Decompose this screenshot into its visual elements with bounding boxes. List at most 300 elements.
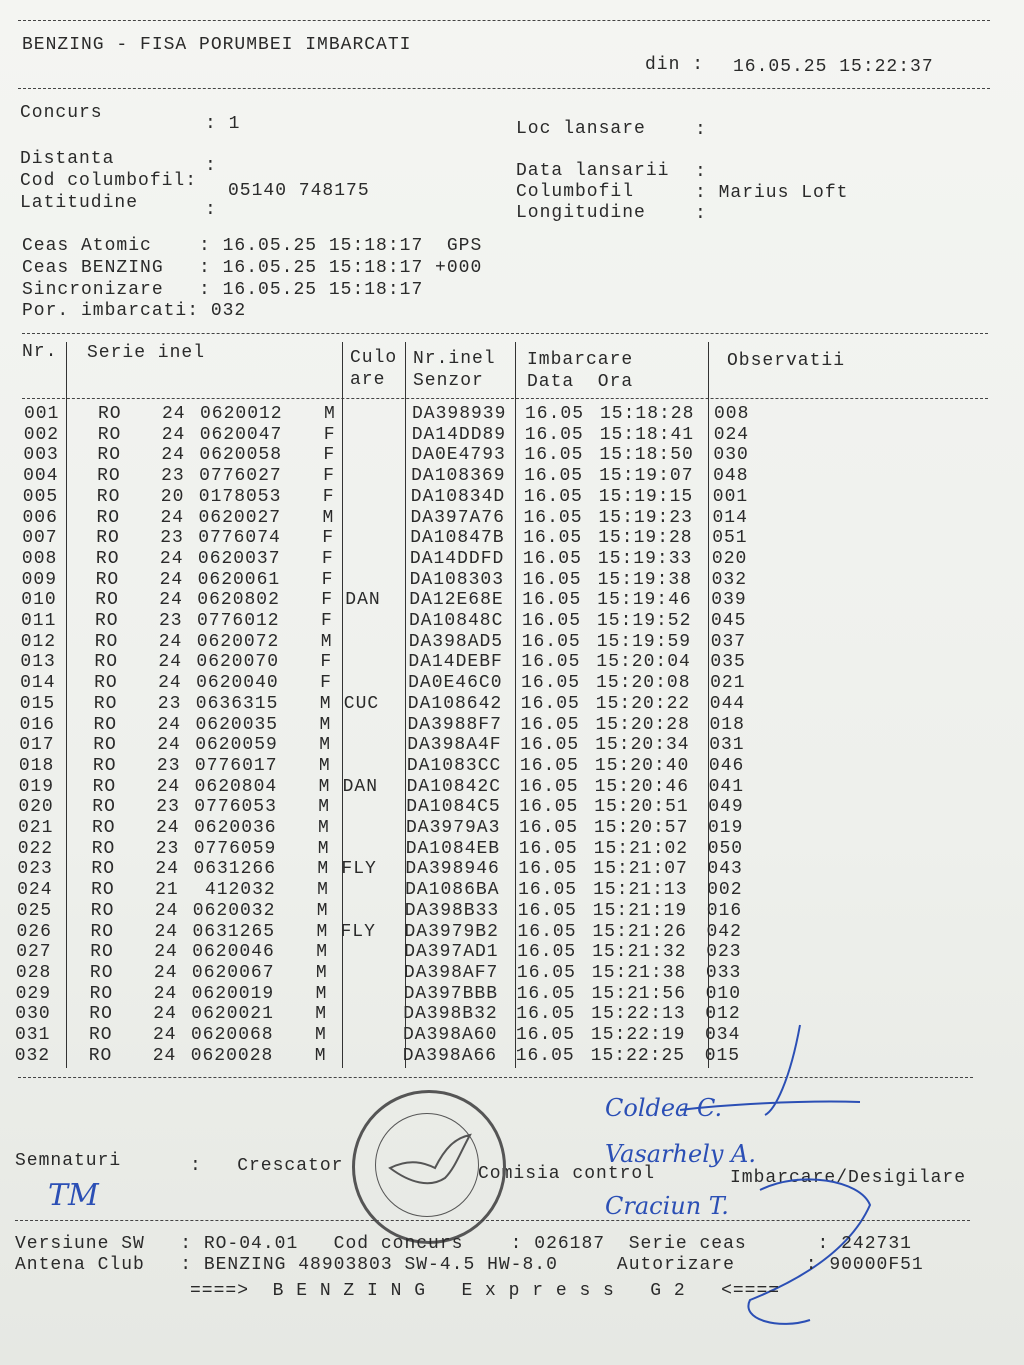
cell-ring: 0776027: [199, 466, 282, 487]
cell-sensor: DA3979B2: [404, 921, 499, 942]
cell-year: 23: [160, 528, 184, 549]
cell-country: RO: [89, 1025, 113, 1045]
cell-year: 24: [158, 652, 182, 673]
table-row: [0, 902, 1024, 923]
table-row: [0, 840, 1024, 861]
cell-country: RO: [91, 859, 115, 880]
cell-sensor: DA10847B: [410, 528, 505, 549]
cell-ring: 0620032: [192, 900, 276, 921]
cell-sex: F: [321, 611, 333, 631]
cell-country: RO: [94, 652, 118, 673]
cell-time: 15:21:13: [593, 880, 688, 901]
cell-country: RO: [94, 631, 119, 652]
table-row: [0, 798, 1024, 819]
cell-time: 15:22:13: [591, 1004, 686, 1025]
cell-ring: 0620037: [197, 548, 281, 569]
table-row: [0, 653, 1024, 674]
cell-sensor: DA10848C: [409, 611, 504, 631]
cell-country: RO: [91, 838, 116, 859]
table-row: [0, 509, 1024, 530]
cell-nr: 030: [15, 1004, 51, 1025]
table-row: [0, 736, 1024, 757]
cell-obs: 010: [705, 983, 741, 1004]
table-row: [0, 778, 1024, 799]
cell-date: 16.05: [522, 611, 582, 631]
cell-ring: 0178053: [198, 486, 282, 507]
cell-nr: 004: [23, 466, 59, 487]
cell-ring: 0620040: [196, 673, 279, 694]
cell-nr: 014: [20, 673, 56, 694]
cell-sex: M: [315, 983, 328, 1004]
table-row: [0, 426, 1024, 447]
cell-sex: F: [322, 486, 335, 507]
cell-sex: F: [321, 569, 334, 590]
cell-nr: 031: [15, 1025, 51, 1045]
cell-date: 16.05: [517, 921, 577, 942]
cell-color: FLY: [340, 921, 376, 942]
cell-sex: M: [320, 631, 333, 652]
cell-year: 24: [153, 1025, 177, 1045]
cell-sensor: DA10834D: [410, 486, 506, 507]
cell-year: 24: [155, 859, 179, 880]
cell-date: 16.05: [515, 1045, 575, 1066]
cell-sensor: DA3988F7: [407, 714, 502, 735]
cell-time: 15:20:08: [596, 673, 691, 694]
cell-obs: 031: [709, 735, 745, 756]
cell-time: 15:19:23: [598, 507, 693, 528]
cell-year: 23: [161, 466, 185, 487]
cell-sex: M: [315, 1025, 327, 1045]
cell-sex: M: [316, 900, 329, 921]
cell-nr: 020: [18, 797, 54, 818]
cell-sensor: DA398939: [412, 404, 507, 424]
cell-obs: 019: [708, 818, 744, 838]
cell-country: RO: [90, 921, 115, 942]
cell-time: 15:21:56: [591, 983, 687, 1004]
latitudine-label: Latitudine: [20, 193, 139, 213]
col-header-serie: Serie inel: [87, 343, 206, 363]
cell-ring: 0620067: [191, 962, 275, 983]
cell-sex: M: [315, 1004, 328, 1025]
cell-nr: 005: [22, 486, 59, 507]
col-header-observatii: Observatii: [727, 351, 846, 371]
cell-year: 24: [160, 507, 185, 528]
cell-year: 24: [157, 714, 182, 735]
cell-country: RO: [91, 880, 115, 901]
cell-sex: M: [319, 693, 332, 714]
cell-obs: 051: [712, 528, 748, 549]
cell-nr: 021: [18, 818, 54, 838]
cell-year: 24: [152, 1045, 177, 1066]
cell-sex: M: [318, 797, 331, 818]
cell-sensor: DA14DEBF: [408, 652, 503, 673]
cell-sex: M: [322, 507, 335, 528]
cell-country: RO: [88, 1045, 113, 1066]
cell-time: 15:20:46: [594, 776, 690, 797]
cell-ring: 0620019: [191, 983, 275, 1004]
comisia-label: Comisia control: [478, 1164, 656, 1184]
cell-time: 15:20:22: [595, 693, 691, 714]
cell-sensor: DA398B33: [404, 900, 500, 921]
cell-date: 16.05: [524, 424, 584, 445]
distanta-label: Distanta: [20, 149, 115, 169]
cell-sex: M: [324, 404, 336, 424]
cell-sensor: DA14DDFD: [409, 548, 505, 569]
cell-date: 16.05: [523, 486, 583, 507]
cell-nr: 013: [20, 652, 56, 673]
cell-country: RO: [96, 507, 121, 528]
table-row: [0, 467, 1024, 488]
express-banner: ====> B E N Z I N G E x p r e s s G 2 <====: [190, 1281, 781, 1301]
cell-country: RO: [92, 755, 117, 776]
cell-date: 16.05: [517, 900, 577, 921]
cell-country: RO: [97, 466, 121, 487]
cell-year: 24: [156, 776, 181, 797]
cell-date: 16.05: [523, 507, 583, 528]
cell-year: 23: [156, 797, 180, 818]
cell-obs: 002: [707, 880, 743, 901]
longitudine-value: :: [695, 204, 707, 224]
cell-obs: 014: [712, 507, 748, 528]
cell-date: 16.05: [519, 755, 579, 776]
cell-year: 23: [155, 838, 180, 859]
cell-date: 16.05: [522, 569, 582, 590]
cell-time: 15:19:07: [599, 466, 694, 487]
cell-country: RO: [95, 590, 119, 611]
dove-icon: [385, 1133, 475, 1193]
cell-time: 15:18:50: [599, 445, 694, 466]
cell-date: 16.05: [519, 776, 579, 797]
cell-sensor: DA108642: [407, 693, 503, 714]
cell-date: 16.05: [520, 693, 580, 714]
cell-time: 15:21:38: [591, 962, 687, 983]
cell-sensor: DA398AF7: [403, 962, 499, 983]
cell-ring: 0620021: [191, 1004, 274, 1025]
cell-time: 15:22:25: [590, 1045, 686, 1066]
cell-nr: 001: [24, 404, 60, 424]
table-row: [0, 591, 1024, 612]
ceas-benzing: Ceas BENZING : 16.05.25 15:18:17 +000: [22, 258, 483, 278]
ceas-atomic: Ceas Atomic : 16.05.25 15:18:17 GPS: [22, 236, 483, 256]
cell-ring: 0620068: [191, 1025, 274, 1045]
cell-country: RO: [96, 528, 120, 549]
imbarcare-label: Imbarcare/Desigilare: [730, 1168, 967, 1188]
signature-craciun: Craciun T.: [605, 1192, 729, 1220]
cell-year: 24: [154, 900, 179, 921]
cell-sensor: DA14DD89: [411, 424, 507, 445]
cell-ring: 0636315: [195, 693, 279, 714]
cell-nr: 012: [20, 631, 57, 652]
cell-obs: 041: [708, 776, 744, 797]
cell-year: 24: [157, 735, 181, 756]
cell-nr: 026: [16, 921, 52, 942]
cell-country: RO: [97, 424, 122, 445]
data-lansarii-value: :: [695, 162, 707, 182]
cell-sex: M: [318, 776, 331, 797]
cell-nr: 016: [19, 714, 55, 735]
cell-year: 24: [161, 424, 186, 445]
columbofil-label: Columbofil: [516, 182, 635, 202]
cell-obs: 021: [710, 673, 746, 694]
cell-sensor: DA1086BA: [405, 880, 500, 901]
cell-nr: 023: [17, 859, 53, 880]
cell-nr: 027: [16, 942, 52, 963]
cell-nr: 008: [21, 548, 58, 569]
cell-obs: 042: [706, 921, 742, 942]
signature-vasarhely: Vasarhely A.: [605, 1140, 757, 1168]
loc-lansare-label: Loc lansare: [516, 119, 646, 139]
cell-year: 23: [156, 755, 181, 776]
cell-country: RO: [95, 548, 120, 569]
cell-ring: 0776017: [194, 755, 278, 776]
cell-obs: 030: [713, 445, 749, 466]
cell-obs: 015: [704, 1045, 741, 1066]
cell-date: 16.05: [522, 548, 582, 569]
cell-time: 15:21:26: [592, 921, 687, 942]
cell-ring: 0620059: [195, 735, 278, 756]
cell-sensor: DA1083CC: [406, 755, 502, 776]
divider: [18, 88, 990, 89]
cell-date: 16.05: [518, 880, 578, 901]
table-row: [0, 985, 1024, 1006]
cell-nr: 009: [21, 569, 57, 590]
col-header-are: are: [350, 370, 386, 390]
cell-sex: F: [320, 652, 333, 673]
table-row: [0, 860, 1024, 881]
cell-year: 24: [153, 983, 178, 1004]
table-row: [0, 633, 1024, 654]
table-row: [0, 674, 1024, 695]
cell-obs: 020: [711, 548, 748, 569]
cell-ring: 0620035: [195, 714, 279, 735]
cell-date: 16.05: [522, 590, 582, 611]
cell-ring: 412032: [193, 880, 276, 901]
cell-nr: 010: [21, 590, 57, 611]
cell-nr: 028: [15, 962, 52, 983]
cell-time: 15:18:41: [599, 424, 695, 445]
cell-date: 16.05: [520, 735, 580, 756]
cell-ring: 0776059: [193, 838, 277, 859]
cell-obs: 012: [705, 1004, 741, 1025]
cell-obs: 043: [707, 859, 743, 880]
table-row: [0, 881, 1024, 902]
cell-country: RO: [90, 900, 115, 921]
cell-date: 16.05: [516, 962, 576, 983]
cell-obs: 024: [713, 424, 750, 445]
cell-nr: 018: [18, 755, 55, 776]
concurs-label: Concurs: [20, 103, 103, 123]
cell-time: 15:19:52: [597, 611, 692, 631]
cell-nr: 019: [18, 776, 54, 797]
cell-sensor: DA10842C: [406, 776, 502, 797]
cell-sex: M: [314, 1045, 327, 1066]
cell-sex: F: [321, 548, 334, 569]
col-header-nr: Nr.: [22, 342, 58, 362]
cell-ring: 0620028: [190, 1045, 274, 1066]
cell-ring: 0620036: [194, 818, 277, 838]
cell-date: 16.05: [520, 714, 580, 735]
cell-sensor: DA1084EB: [405, 838, 501, 859]
cell-year: 24: [159, 590, 183, 611]
por-imbarcati: Por. imbarcati: 032: [22, 301, 247, 321]
cell-nr: 003: [23, 445, 59, 466]
cell-year: 24: [154, 942, 178, 963]
divider: [22, 398, 988, 399]
cell-country: RO: [93, 693, 118, 714]
columbofil-value: : Marius Loft: [695, 183, 849, 203]
cell-sensor: DA108369: [411, 466, 506, 487]
table-row: [0, 550, 1024, 571]
table-row: [0, 571, 1024, 592]
cell-nr: 032: [14, 1045, 51, 1066]
cell-country: RO: [95, 569, 120, 590]
cell-date: 16.05: [521, 652, 581, 673]
concurs-value: : 1: [205, 114, 241, 134]
cell-sensor: DA3979A3: [406, 818, 501, 838]
cell-time: 15:22:19: [591, 1025, 686, 1045]
cell-sex: M: [318, 818, 330, 838]
cell-obs: 048: [713, 466, 749, 487]
cell-obs: 034: [705, 1025, 741, 1045]
cell-ring: 0620072: [196, 631, 280, 652]
table-row: [0, 757, 1024, 778]
cell-sex: F: [323, 466, 335, 487]
cell-year: 24: [161, 445, 185, 466]
cell-date: 16.05: [524, 466, 584, 487]
cell-date: 16.05: [521, 631, 581, 652]
cell-nr: 025: [16, 900, 53, 921]
cell-nr: 024: [17, 880, 53, 901]
cell-date: 16.05: [519, 797, 579, 818]
longitudine-label: Longitudine: [516, 203, 646, 223]
cell-year: 24: [153, 1004, 177, 1025]
divider: [15, 1220, 970, 1221]
cell-ring: 0776053: [194, 797, 277, 818]
cell-time: 15:19:46: [597, 590, 692, 611]
cell-sex: F: [321, 590, 334, 611]
cell-year: 24: [162, 404, 186, 424]
cell-sensor: DA398B32: [403, 1004, 498, 1025]
cell-color: DAN: [342, 776, 378, 797]
cell-ring: 0631265: [192, 921, 276, 942]
cell-sex: M: [318, 755, 331, 776]
cell-sensor: DA398AD5: [408, 631, 504, 652]
cell-ring: 0620027: [198, 507, 282, 528]
cell-sensor: DA0E4793: [411, 445, 506, 466]
loc-lansare-value: :: [695, 120, 707, 140]
cell-sensor: DA12E68E: [409, 590, 504, 611]
table-row: [0, 964, 1024, 985]
table-row: [0, 405, 1024, 426]
cell-sensor: DA397BBB: [403, 983, 499, 1004]
col-header-senzor: Senzor: [413, 371, 484, 391]
cell-country: RO: [89, 962, 114, 983]
cell-date: 16.05: [521, 673, 581, 694]
cod-label: Cod columbofil:: [20, 171, 198, 191]
cell-sex: M: [317, 880, 329, 901]
table-row: [0, 819, 1024, 840]
cell-sensor: DA398A60: [403, 1025, 498, 1045]
cell-nr: 007: [22, 528, 58, 549]
cell-nr: 022: [17, 838, 54, 859]
cell-country: RO: [89, 1004, 113, 1025]
divider: [22, 333, 988, 334]
cell-obs: 008: [714, 404, 750, 424]
cell-obs: 045: [711, 611, 747, 631]
cell-obs: 018: [709, 714, 745, 735]
cell-ring: 0776074: [198, 528, 281, 549]
cell-time: 15:21:32: [592, 942, 687, 963]
crescator-label: : Crescator: [190, 1156, 344, 1176]
versiune-line: Versiune SW : RO-04.01 Cod concurs : 026187 Serie ceas : 242731: [15, 1234, 912, 1254]
cell-time: 15:20:04: [596, 652, 691, 673]
cell-date: 16.05: [525, 404, 585, 424]
cell-year: 20: [160, 486, 185, 507]
cell-sex: F: [320, 673, 332, 694]
cell-sex: M: [315, 962, 328, 983]
cell-sex: F: [322, 528, 334, 549]
cell-time: 15:19:15: [598, 486, 694, 507]
cell-country: RO: [89, 983, 114, 1004]
sincronizare: Sincronizare : 16.05.25 15:18:17: [22, 280, 424, 300]
cell-sensor: DA108303: [409, 569, 505, 590]
cell-date: 16.05: [516, 983, 576, 1004]
table-row: [0, 446, 1024, 467]
cell-obs: 050: [707, 838, 744, 859]
cell-ring: 0620061: [197, 569, 281, 590]
table-row: [0, 612, 1024, 633]
cell-time: 15:20:28: [595, 714, 690, 735]
cell-country: RO: [92, 776, 117, 797]
cell-time: 15:19:33: [597, 548, 693, 569]
cell-nr: 002: [23, 424, 60, 445]
cell-obs: 049: [708, 797, 744, 818]
cell-time: 15:21:02: [593, 838, 689, 859]
semnaturi-label: Semnaturi: [15, 1151, 122, 1171]
cell-country: RO: [92, 797, 116, 818]
cell-time: 15:20:51: [594, 797, 689, 818]
signature-initials: TM: [48, 1178, 99, 1213]
cell-sex: M: [316, 942, 328, 963]
cell-ring: 0620046: [192, 942, 275, 963]
table-row: [0, 529, 1024, 550]
cell-sensor: DA398A66: [402, 1045, 498, 1066]
cell-date: 16.05: [518, 838, 578, 859]
cell-time: 15:19:28: [598, 528, 693, 549]
cell-obs: 016: [706, 900, 743, 921]
cell-sensor: DA1084C5: [406, 797, 501, 818]
cell-country: RO: [92, 818, 116, 838]
cell-date: 16.05: [516, 1004, 576, 1025]
cell-country: RO: [96, 486, 121, 507]
cell-country: RO: [97, 445, 121, 466]
cell-sensor: DA398946: [405, 859, 500, 880]
cell-obs: 033: [705, 962, 742, 983]
cell-ring: 0620012: [200, 404, 283, 424]
cell-country: RO: [95, 611, 119, 631]
table-row: [0, 695, 1024, 716]
cell-ring: 0620070: [196, 652, 280, 673]
din-label: din :: [645, 55, 705, 75]
cell-ring: 0631266: [193, 859, 277, 880]
cell-year: 21: [155, 880, 179, 901]
cell-time: 15:21:19: [592, 900, 688, 921]
cell-date: 16.05: [523, 528, 583, 549]
cell-time: 15:19:59: [596, 631, 692, 652]
cell-ring: 0620047: [199, 424, 283, 445]
cell-ring: 0620804: [194, 776, 278, 797]
cell-year: 24: [158, 673, 182, 694]
